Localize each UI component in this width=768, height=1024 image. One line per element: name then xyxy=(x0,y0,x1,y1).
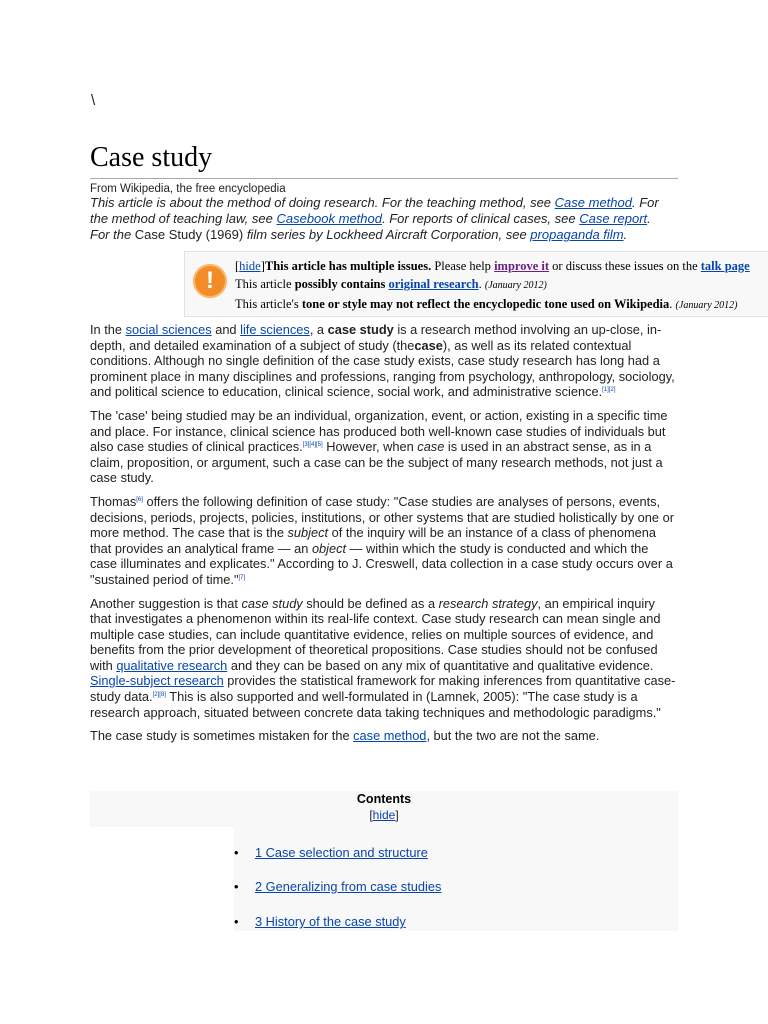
hatnote-text: For the xyxy=(90,227,135,243)
film-title: Case Study (1969) xyxy=(134,227,244,243)
issue-text: This article xyxy=(235,277,295,291)
toc-list-box xyxy=(234,827,678,931)
casebook-method-link[interactable]: Casebook method xyxy=(276,211,382,227)
paragraph-1 xyxy=(90,322,678,400)
issue-text: This article's xyxy=(235,297,302,311)
issue-tone: This article's tone or style may not reflect the encyclopedic tone used on Wikipedia. (January 2012) xyxy=(235,297,738,311)
bold-term: case xyxy=(414,337,443,353)
text: and they can be based on any mix of quantitative and qualitative evidence. xyxy=(227,657,654,673)
page-title: Case study xyxy=(90,140,678,179)
hatnote-text: . For the method of teaching law, see xyxy=(90,195,659,227)
life-sciences-link[interactable]: life sciences xyxy=(240,322,310,337)
text: , a xyxy=(309,322,328,337)
bullet: • xyxy=(234,914,239,929)
hatnote xyxy=(90,195,678,243)
tagline: From Wikipedia, the free encyclopedia xyxy=(90,183,286,196)
issues-text: or discuss these issues on the xyxy=(549,259,701,273)
case-report-link[interactable]: Case report xyxy=(579,211,648,227)
text: , but the two are not the same. xyxy=(426,728,600,744)
text: offers the following definition of case study: "Case studies are analyses of persons, events, decisions, periods, projects, policies, institutions, or other systems that are studied holistically by one or more method. The case that is the xyxy=(90,493,674,541)
hatnote-text: This article is about the method of doing research. For the teaching method, see xyxy=(90,195,555,211)
issues-heading: This article has multiple issues. xyxy=(264,259,432,273)
talk-page-link[interactable]: talk page xyxy=(700,259,750,273)
text: In the xyxy=(90,322,126,337)
hatnote-text: film series by Lockheed Aircraft Corporation, see xyxy=(243,227,531,243)
bullet: • xyxy=(234,845,239,860)
text: However, when xyxy=(322,439,418,455)
paragraph-4 xyxy=(90,596,678,721)
qualitative-research-link[interactable]: qualitative research xyxy=(116,657,228,673)
propaganda-film-link[interactable]: propaganda film xyxy=(530,227,624,243)
single-subject-research-link[interactable]: Single-subject research xyxy=(90,673,224,689)
original-research-link[interactable]: original research xyxy=(388,277,479,291)
bold-term: case study xyxy=(327,322,394,337)
article-header xyxy=(90,140,678,243)
case-method-link[interactable]: Case method xyxy=(554,195,632,211)
bullet: • xyxy=(234,879,239,894)
text: of the inquiry will be an instance of a class of phenomena that provides an analytical frame — an xyxy=(90,525,657,556)
text: is a research method involving an up-close, in-depth, and detailed examination of a subject of study (the xyxy=(90,322,662,353)
text: , an empirical inquiry that investigates a phenomenon within its real-life context. Case study research can mean single and multiple case studies, can include quantitative evidence, relies on multiple sources of evidence, and benefits from the prior development of theoretical propositions. Case studies should not be confused with xyxy=(90,595,661,673)
text: and xyxy=(211,322,241,337)
text: The case study is sometimes mistaken for the xyxy=(90,728,354,744)
issue-original-research: This article possibly contains original research. (January 2012) xyxy=(235,277,547,291)
italic-term: research strategy xyxy=(438,595,538,611)
toc-link-history[interactable]: 3 History of the case study xyxy=(255,914,406,929)
toc-link-case-selection[interactable]: 1 Case selection and structure xyxy=(255,845,428,860)
text: should be defined as a xyxy=(302,595,439,611)
toc-link-generalizing[interactable]: 2 Generalizing from case studies xyxy=(255,879,442,894)
issue-date: (January 2012) xyxy=(675,300,738,311)
article-body xyxy=(90,322,678,752)
improve-it-link[interactable]: improve it xyxy=(494,259,550,273)
italic-term: case xyxy=(417,439,445,455)
italic-term: object xyxy=(311,540,347,556)
table-of-contents xyxy=(90,791,678,931)
issues-text: Please help xyxy=(431,259,495,273)
text: ), as well as its related contextual conditions. Although no single definition of the case study exists, case study research has long had a prominent place in many disciplines and professions, ranging from psychology, anthropology, sociology, and political science to education, clinical science, social work, and administrative science. xyxy=(90,337,675,400)
reference-link[interactable]: [1][2] xyxy=(602,387,616,394)
paragraph-2 xyxy=(90,408,678,486)
reference-link[interactable]: [2][8] xyxy=(152,692,166,699)
text: provides the statistical framework for making inferences from quantitative case-study data. xyxy=(90,673,676,705)
reference-link[interactable]: [3][4][5] xyxy=(302,442,323,449)
text: Another suggestion is that xyxy=(90,595,242,611)
warning-exclamation-icon: ! xyxy=(193,264,227,298)
italic-term: subject xyxy=(287,525,329,541)
stray-backslash: \ xyxy=(91,92,96,109)
reference-link[interactable]: [7] xyxy=(238,574,246,581)
toc-title: Contents xyxy=(356,792,412,806)
toc-hide-link[interactable]: hide xyxy=(372,808,396,822)
issue-bold: tone or style may not reflect the encyclopedic tone used on Wikipedia xyxy=(301,297,670,311)
issue-date: (January 2012) xyxy=(484,280,547,291)
italic-term: case study xyxy=(241,595,303,611)
issues-header: [hide]This article has multiple issues. Please help improve it or discuss these issues on the talk page xyxy=(235,259,750,273)
reference-link[interactable]: [6] xyxy=(136,496,143,503)
multiple-issues-box xyxy=(184,251,768,317)
toc-hide: [hide] xyxy=(369,808,399,822)
text: The 'case' being studied may be an individual, organization, event, or action, existing in a specific time and place. For instance, clinical science has produced both well-known case studies of individuals but also case studies of clinical practices. xyxy=(90,407,668,455)
hatnote-text: . For reports of clinical cases, see xyxy=(381,211,580,227)
case-method-body-link[interactable]: case method xyxy=(353,728,427,744)
social-sciences-link[interactable]: social sciences xyxy=(125,322,212,337)
issues-hide-link[interactable]: hide xyxy=(239,259,261,273)
text: Thomas xyxy=(90,493,137,509)
text: — within which the study is conducted and which the case illuminates and explicates." According to J. Creswell, data collection in a case study occurs over a "sustained period of time." xyxy=(90,540,673,587)
text: This is also supported and well-formulated in (Lamnek, 2005): "The case study is a research approach, situated between concrete data taking techniques and methodologic paradigms." xyxy=(90,689,661,720)
paragraph-3 xyxy=(90,494,678,588)
hatnote-text: . xyxy=(623,227,628,243)
paragraph-5 xyxy=(90,728,678,744)
issue-bold: possibly contains xyxy=(294,277,389,291)
hatnote-text: . xyxy=(647,211,651,227)
text: is used in an abstract sense, as in a claim, proposition, or argument, such a case can be the subject of many research methods, not just a case study. xyxy=(90,439,663,486)
